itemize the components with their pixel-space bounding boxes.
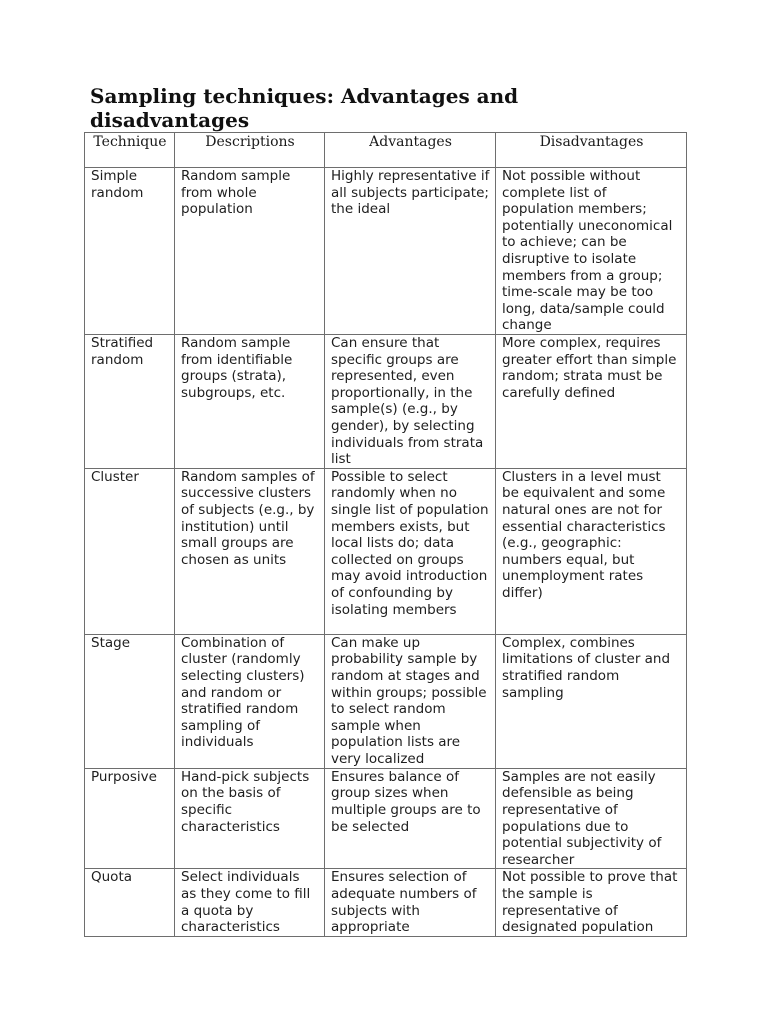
header-technique: Technique <box>85 133 175 168</box>
cell-advantages: Possible to select randomly when no single list of population members exists, but local lists do; data collected on groups may avoid introduction of confounding by isolating members <box>325 468 496 634</box>
cell-description: Random sample from whole population <box>175 168 325 335</box>
document-title: Sampling techniques: Advantages and disadvantages <box>90 84 519 132</box>
cell-advantages: Ensures balance of group sizes when multiple groups are to be selected <box>325 768 496 869</box>
cell-advantages: Can make up probability sample by random at stages and within groups; possible to select random sample when population lists are very localized <box>325 634 496 768</box>
table-row <box>85 869 687 936</box>
cell-technique: Cluster <box>85 468 175 634</box>
cell-technique: Stage <box>85 634 175 768</box>
cell-description: Combination of cluster (randomly selecting clusters) and random or stratified random sampling of individuals <box>175 634 325 768</box>
table-row <box>85 634 687 768</box>
table-row <box>85 335 687 469</box>
cell-disadvantages: Complex, combines limitations of cluster and stratified random sampling <box>496 634 687 768</box>
cell-description: Random sample from identifiable groups (strata), subgroups, etc. <box>175 335 325 469</box>
cell-description: Random samples of successive clusters of subjects (e.g., by institution) until small groups are chosen as units <box>175 468 325 634</box>
table-row <box>85 768 687 869</box>
cell-advantages: Can ensure that specific groups are represented, even proportionally, in the sample(s) (e.g., by gender), by selecting individuals from strata list <box>325 335 496 469</box>
header-descriptions: Descriptions <box>175 133 325 168</box>
header-advantages: Advantages <box>325 133 496 168</box>
cell-disadvantages: Not possible to prove that the sample is representative of designated population <box>496 869 687 936</box>
cell-disadvantages: Not possible without complete list of population members; potentially uneconomical to achieve; can be disruptive to isolate members from a group; time-scale may be too long, data/sample could change <box>496 168 687 335</box>
table-header-row <box>85 133 687 168</box>
cell-description: Select individuals as they come to fill a quota by characteristics <box>175 869 325 936</box>
header-disadvantages: Disadvantages <box>496 133 687 168</box>
sampling-techniques-table <box>84 132 687 937</box>
cell-technique: Purposive <box>85 768 175 869</box>
cell-description: Hand-pick subjects on the basis of specific characteristics <box>175 768 325 869</box>
cell-disadvantages: Clusters in a level must be equivalent and some natural ones are not for essential characteristics (e.g., geographic: numbers equal, but unemployment rates differ) <box>496 468 687 634</box>
cell-technique: Quota <box>85 869 175 936</box>
cell-technique: Stratified random <box>85 335 175 469</box>
cell-advantages: Ensures selection of adequate numbers of subjects with appropriate <box>325 869 496 936</box>
cell-advantages: Highly representative if all subjects participate; the ideal <box>325 168 496 335</box>
table-row <box>85 168 687 335</box>
table-row <box>85 468 687 634</box>
cell-technique: Simple random <box>85 168 175 335</box>
cell-disadvantages: More complex, requires greater effort than simple random; strata must be carefully defined <box>496 335 687 469</box>
cell-disadvantages: Samples are not easily defensible as being representative of populations due to potential subjectivity of researcher <box>496 768 687 869</box>
